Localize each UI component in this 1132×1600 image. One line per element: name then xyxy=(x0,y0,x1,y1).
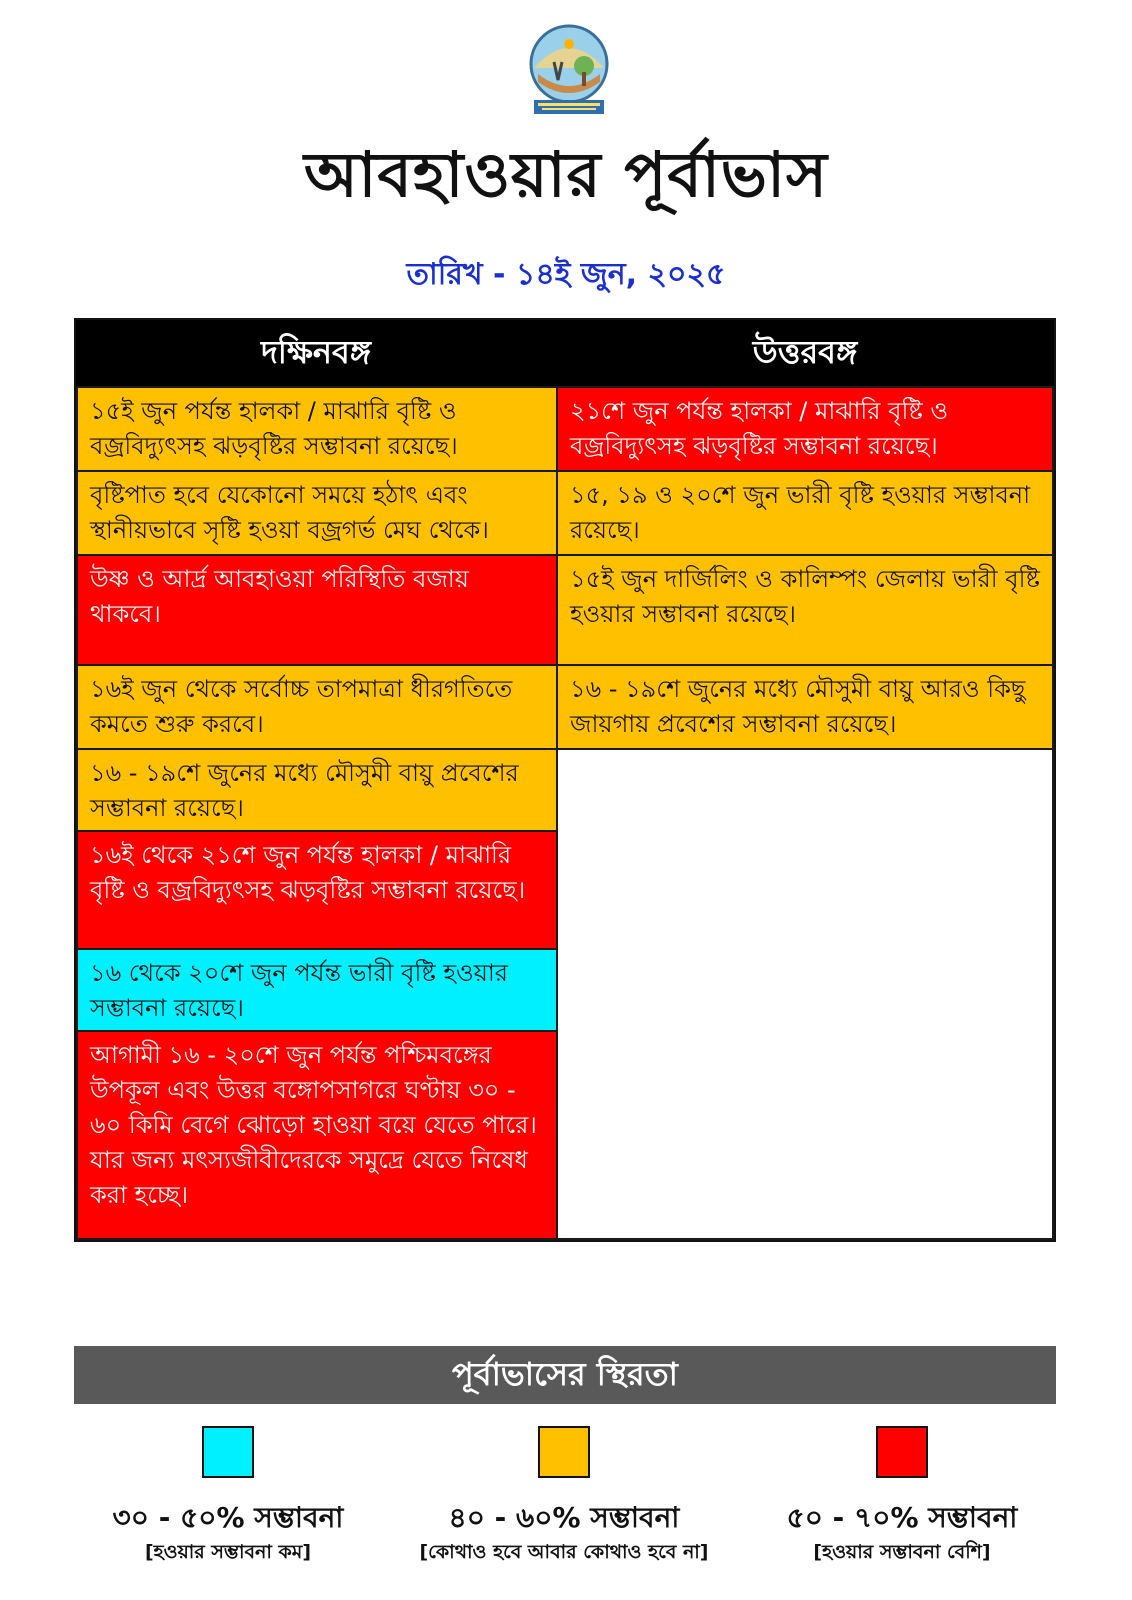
legend-percent: ৩০ - ৫০% সম্ভাবনা xyxy=(112,1501,344,1534)
south-forecast-item: উষ্ণ ও আর্দ্র আবহাওয়া পরিস্থিতি বজায় থাকবে। xyxy=(76,554,558,666)
north-empty-cell xyxy=(556,748,1054,1240)
north-forecast-item: ১৫, ১৯ ও ২০শে জুন ভারী বৃষ্টি হওয়ার সম্ভাবনা রয়েছে। xyxy=(556,470,1054,556)
legend-swatch-amber xyxy=(538,1426,590,1478)
page-title: আবহাওয়ার পূর্বাভাস xyxy=(304,138,828,211)
south-forecast-item: বৃষ্টিপাত হবে যেকোনো সময়ে হঠাৎ এবং স্থানীয়ভাবে সৃষ্টি হওয়া বজ্রগর্ভ মেঘ থেকে। xyxy=(76,470,558,556)
legend-percent: ৪০ - ৬০% সম্ভাবনা xyxy=(448,1501,680,1534)
column-header-north: উত্তরবঙ্গ xyxy=(556,320,1054,388)
legend-swatch-cyan xyxy=(202,1426,254,1478)
legend-note: [হওয়ার সম্ভাবনা বেশি] xyxy=(813,1541,991,1563)
south-forecast-item: ১৬ই জুন থেকে সর্বোচ্চ তাপমাত্রা ধীরগতিতে কমতে শুরু করবে। xyxy=(76,664,558,750)
logo xyxy=(526,22,612,120)
legend-note: [হওয়ার সম্ভাবনা কম] xyxy=(144,1541,312,1563)
south-forecast-item: ১৬ থেকে ২০শে জুন পর্যন্ত ভারী বৃষ্টি হওয়ার সম্ভাবনা রয়েছে। xyxy=(76,948,558,1032)
south-forecast-item: আগামী ১৬ - ২০শে জুন পর্যন্ত পশ্চিমবঙ্গের উপকূল এবং উত্তর বঙ্গোপসাগরে ঘণ্টায় ৩০ - ৬০ কিমি বেগে ঝোড়ো হাওয়া বয়ে যেতে পারে। যার জন্য মৎস্যজীবীদেরকে সমুদ্রে যেতে নিষেধ করা হচ্ছে। xyxy=(76,1030,558,1240)
south-forecast-item: ১৬ - ১৯শে জুনের মধ্যে মৌসুমী বায়ু প্রবেশের সম্ভাবনা রয়েছে। xyxy=(76,748,558,832)
south-forecast-item: ১৫ই জুন পর্যন্ত হালকা / মাঝারি বৃষ্টি ও বজ্রবিদ্যুৎসহ ঝড়বৃষ্টির সম্ভাবনা রয়েছে। xyxy=(76,386,558,472)
legend-swatch-red xyxy=(876,1426,928,1478)
forecast-date: তারিখ - ১৪ই জুন, ২০২৫ xyxy=(406,257,726,292)
legend-title: পূর্বাভাসের স্থিরতা xyxy=(74,1346,1056,1404)
forecast-table xyxy=(74,318,1056,1242)
south-forecast-item: ১৬ই থেকে ২১শে জুন পর্যন্ত হালকা / মাঝারি বৃষ্টি ও বজ্রবিদ্যুৎসহ ঝড়বৃষ্টির সম্ভাবনা রয়েছে। xyxy=(76,830,558,950)
north-forecast-item: ১৫ই জুন দার্জিলিং ও কালিম্পং জেলায় ভারী বৃষ্টি হওয়ার সম্ভাবনা রয়েছে। xyxy=(556,554,1054,666)
logo-emblem-icon xyxy=(526,22,612,120)
north-forecast-item: ২১শে জুন পর্যন্ত হালকা / মাঝারি বৃষ্টি ও বজ্রবিদ্যুৎসহ ঝড়বৃষ্টির সম্ভাবনা রয়েছে। xyxy=(556,386,1054,472)
column-header-south: দক্ষিনবঙ্গ xyxy=(76,320,556,388)
north-forecast-item: ১৬ - ১৯শে জুনের মধ্যে মৌসুমী বায়ু আরও কিছু জায়গায় প্রবেশের সম্ভাবনা রয়েছে। xyxy=(556,664,1054,750)
legend-note: [কোথাও হবে আবার কোথাও হবে না] xyxy=(419,1541,709,1563)
legend-percent: ৫০ - ৭০% সম্ভাবনা xyxy=(786,1501,1018,1534)
